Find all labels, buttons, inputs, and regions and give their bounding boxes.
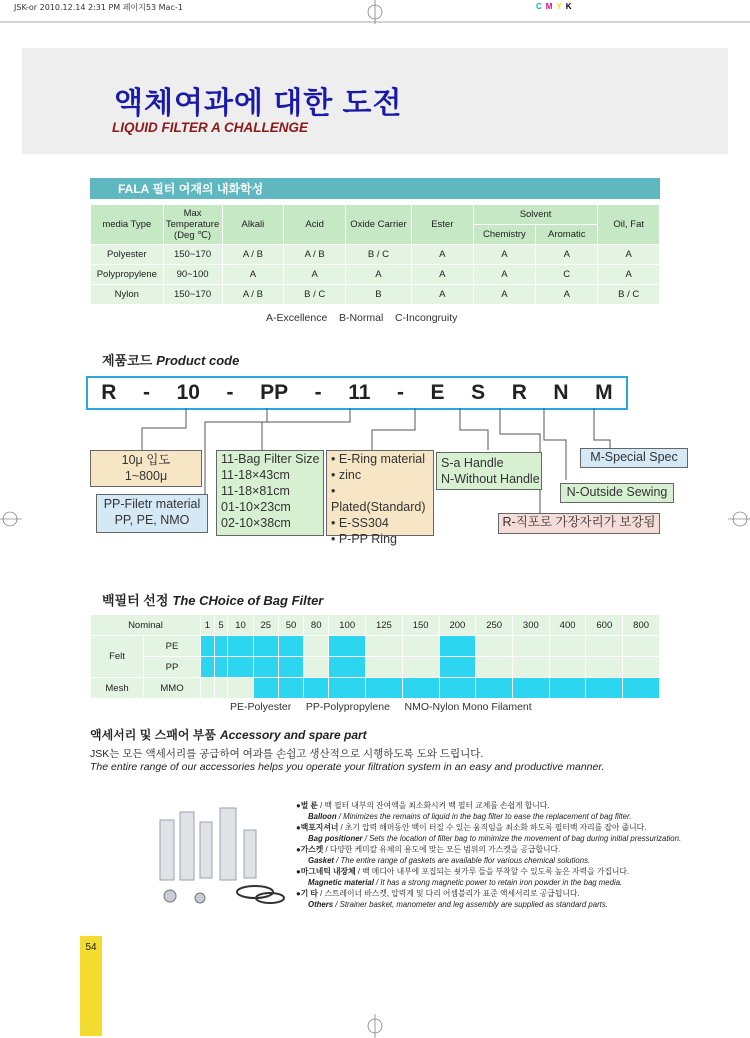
code-char: R [511,381,527,404]
list-item: ●벌 룬 / 백 필터 내부의 잔여액을 최소화시켜 백 필터 교체를 손쉽게 합니다. Balloon / Minimizes the remains of liquid in the bag filter to ease the replacement of bag filter. [296,801,632,821]
annotation-sewing: N-Outside Sewing [560,483,674,503]
header-ester: Ester [411,205,473,245]
annotation-bag-size: 11-Bag Filter Size 11-18×43cm 11-18×81cm 01-10×23cm 02-10×38cm [216,450,324,536]
code-char: N [553,381,569,404]
annotation-edge: R-직포로 가장자리가 보강됨 [498,513,660,534]
list-item: ●가스켓 / 다양한 케미칼 유체의 용도에 맞는 모든 범위의 가스켓을 공급합니다. Gasket / The entire range of gaskets are available flor various chemical solutions. [296,845,591,865]
code-char: M [595,381,613,404]
page-title-ko: 액체여과에 대한 도전 [114,87,403,120]
table-row: Polypropylene 90~100 A A A A A C A [91,265,660,285]
header-max-temp: Max Temperature (Deg ℃) [163,205,222,245]
header-oil: Oil, Fat [598,205,660,245]
code-char: S [471,381,486,404]
code-char: E [430,381,445,404]
list-item: ●기 타 / 스트레이너 바스켓, 압력계 및 다리 어셈블리가 표준 액세서리로 공급됩니다. Others / Strainer basket, manometer and leg assembly are supplied as standard parts. [296,889,608,909]
code-char: 10 [176,381,200,404]
bag-choice-table: Nominal 1 5 10 25 50 80 100 125 150 200 250 300 400 600 800 Felt PE PP Mesh MMO [90,614,660,699]
header-oxide: Oxide Carrier [346,205,412,245]
accessory-list [296,800,716,910]
annotation-handle: S-a Handle N-Without Handle [436,452,542,490]
chem-section-title: FALA 필터 여재의 내화학성 [118,182,264,196]
bag-legend: PE-Polyester PP-Polypropylene NMO-Nylon Mono Filament [230,701,532,713]
header-solvent: Solvent [473,205,598,225]
code-char: - [396,381,404,404]
header-chemistry: Chemistry [473,225,535,245]
header-aromatic: Aromatic [536,225,598,245]
header-media-type: media Type [91,205,164,245]
header-acid: Acid [284,205,346,245]
code-char: PP [260,381,289,404]
code-char: 11 [348,381,371,404]
code-char: R [101,381,117,404]
annotation-special: M-Special Spec [580,448,688,468]
table-row: Polyester 150~170 A / B A / B B / C A A A A [91,245,660,265]
code-char: - [314,381,322,404]
cmyk-marks: CMYK [536,2,576,11]
accessories-illustration [140,800,290,910]
annotation-size: 10μ 입도 1~800μ [90,450,202,487]
header-alkali: Alkali [222,205,284,245]
nominal-label: Nominal [91,615,201,636]
annotation-ring: • E-Ring material • zinc • Plated(Standard) • E-SS304 • P-PP Ring [326,450,434,536]
rating-legend: A-Excellence B-Normal C-Incongruity [266,312,458,324]
list-item: ●마그네틱 내장체 / 백 메디아 내부에 포집되는 쇳가루 들을 부착할 수 있도록 높은 자력을 가집니다. Magnetic material / It has a strong magnetic power to retain iron powder in the bag media. [296,867,630,887]
page-title-en: LIQUID FILTER A CHALLENGE [112,120,308,135]
page-number: 54 [85,942,97,953]
product-code-heading: 제품코드 Product code [102,353,240,368]
page-number-tab [80,936,102,1036]
code-char: - [226,381,234,404]
code-char: - [143,381,151,404]
annotation-material: PP-Filetr material PP, PE, NMO [96,494,208,533]
accessory-heading: 액세서리 및 스패어 부품 Accessory and spare part [90,728,367,742]
accessory-intro: JSK는 모든 액세서리를 공급하여 여과를 손쉽고 생산적으로 시행하도록 도와 드립니다. The entire range of our accessories helps you operate your filtration system in an easy and productive manner. [90,748,605,773]
print-header: JSK-or 2010.12.14 2:31 PM 페이지53 Mac-1 [14,3,183,12]
table-row: Nylon 150~170 A / B B / C B A A A B / C [91,285,660,305]
bag-choice-heading: 백필터 선정 The CHoice of Bag Filter [102,593,324,608]
list-item: ●백포지셔너 / 초기 압력 해머동안 백이 터질 수 있는 움직임을 최소화 하도록 필터백 자리를 잡아 줍니다. Bag positioner / Sets the location of filter bag to minimize the movement of bag during initial pressurization. [296,823,682,843]
